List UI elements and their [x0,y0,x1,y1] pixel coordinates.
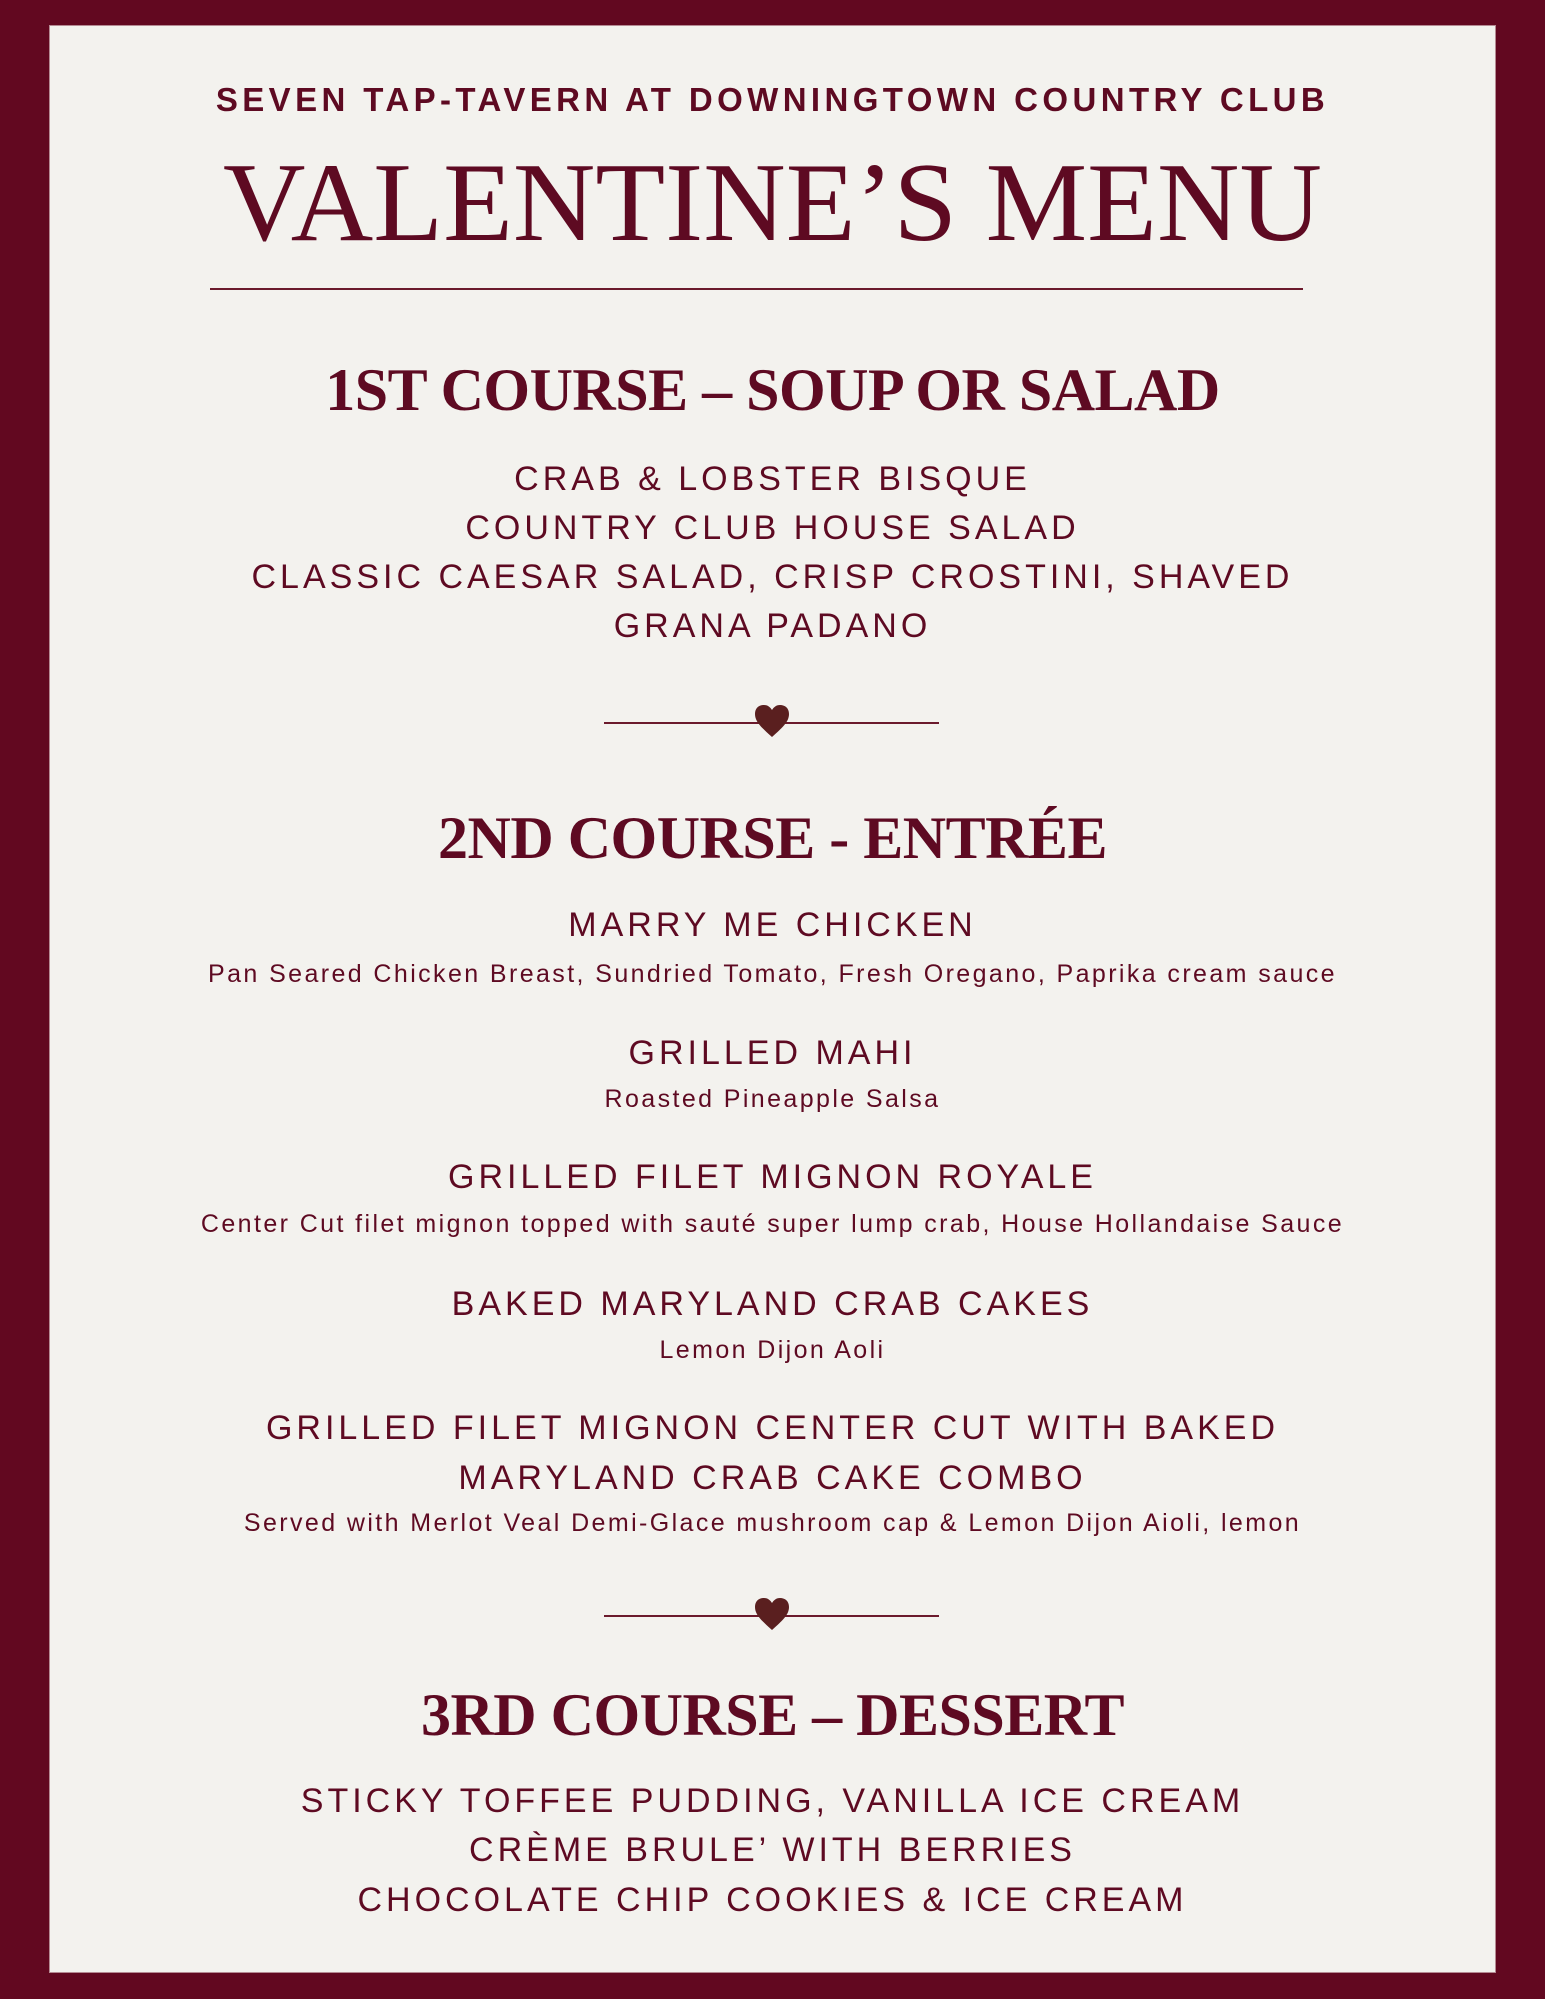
entree-description: Served with Merlot Veal Demi-Glace mushroom cap & Lemon Dijon Aioli, lemon [243,1509,1302,1537]
course-1-item: CLASSIC CAESAR SALAD, CRISP CROSTINI, SHAVED [251,558,1294,596]
dessert-item: CRÈME BRULE’ WITH BERRIES [469,1831,1076,1869]
entree-description: Center Cut filet mignon topped with sauté super lump crab, House Hollandaise Sauce [200,1210,1345,1238]
course-heading-1: 1ST COURSE – SOUP OR SALAD [325,357,1220,423]
dessert-item: CHOCOLATE CHIP COOKIES & ICE CREAM [357,1881,1188,1919]
course-1-item: COUNTRY CLUB HOUSE SALAD [465,509,1080,547]
entree-description: Roasted Pineapple Salsa [604,1085,941,1113]
entree-description: Pan Seared Chicken Breast, Sundried Tomato, Fresh Oregano, Paprika cream sauce [208,960,1337,988]
heart-icon [754,1597,790,1631]
heart-divider [604,1601,939,1625]
course-heading-2: 2ND COURSE - ENTRÉE [438,805,1107,871]
menu-title: VALENTINE’S MENU [223,141,1322,265]
venue-name: SEVEN TAP-TAVERN AT DOWNINGTOWN COUNTRY CLUB [215,81,1330,118]
entree-name: GRILLED FILET MIGNON ROYALE [448,1158,1097,1196]
entree-name: MARRY ME CHICKEN [568,906,977,944]
heart-icon [754,704,790,738]
entree-name: BAKED MARYLAND CRAB CAKES [451,1285,1094,1323]
entree-name: MARYLAND CRAB CAKE COMBO [458,1459,1087,1497]
heart-divider [604,708,939,732]
course-heading-3: 3RD COURSE – DESSERT [420,1682,1125,1748]
entree-name: GRILLED MAHI [628,1034,917,1072]
dessert-item: STICKY TOFFEE PUDDING, VANILLA ICE CREAM [300,1782,1245,1820]
entree-name: GRILLED FILET MIGNON CENTER CUT WITH BAKED [265,1409,1280,1447]
entree-description: Lemon Dijon Aoli [659,1336,886,1364]
course-1-item: CRAB & LOBSTER BISQUE [514,460,1031,498]
course-1-item: GRANA PADANO [613,607,932,645]
title-underline [210,288,1303,290]
